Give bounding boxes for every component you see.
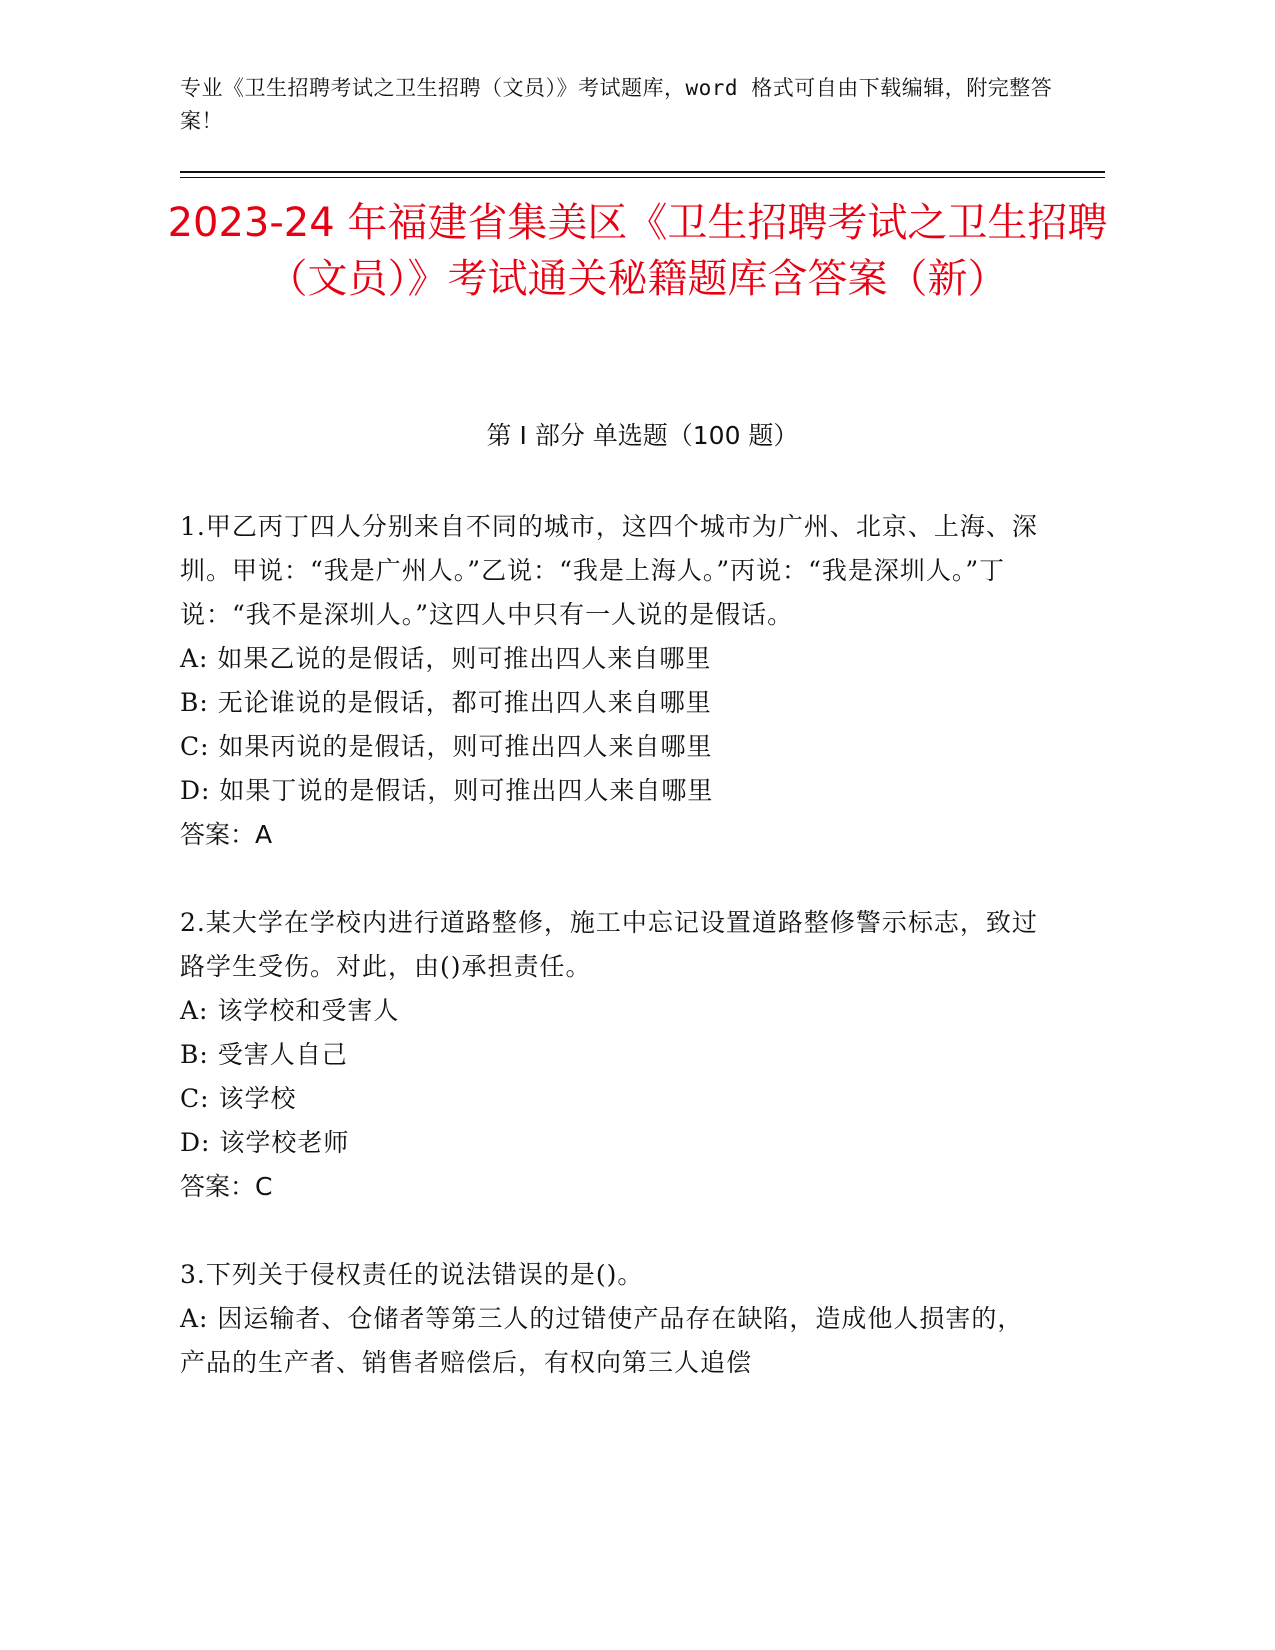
option-d: D: 如果丁说的是假话，则可推出四人来自哪里 [180,776,714,805]
question-text: 3.下列关于侵权责任的说法错误的是()。 [180,1260,644,1289]
answer-label: 答案：C [180,1172,273,1201]
header-divider-thin [180,177,1105,178]
option-a: A: 因运输者、仓储者等第三人的过错使产品存在缺陷，造成他人损害的，产品的生产者、销售者赔偿后，有权向第三人追偿 [180,1304,1024,1377]
option-b: B: 无论谁说的是假话，都可推出四人来自哪里 [180,688,712,717]
option-d: D: 该学校老师 [180,1128,350,1157]
option-c: C: 如果丙说的是假话，则可推出四人来自哪里 [180,732,713,761]
header-divider-thick [180,171,1105,173]
question-list [180,505,1040,1429]
section-title: 第 I 部分 单选题（100 题） [486,421,799,450]
question-3 [180,1253,1040,1385]
question-1 [180,505,1040,857]
question-text: 1.甲乙丙丁四人分别来自不同的城市，这四个城市为广州、北京、上海、深圳。甲说：“我是广州人。”乙说：“我是上海人。”丙说：“我是深圳人。”丁说：“我不是深圳人。”这四人中只有一人说的是假话。 [180,512,1038,629]
answer-label: 答案：A [180,820,273,849]
question-2 [180,901,1040,1209]
header-note: 专业《卫生招聘考试之卫生招聘（文员）》考试题库，word 格式可自由下载编辑，附完整答案！ [180,76,1053,133]
option-a: A: 如果乙说的是假话，则可推出四人来自哪里 [180,644,712,673]
option-c: C: 该学校 [180,1084,297,1113]
document-title: 2023-24 年福建省集美区《卫生招聘考试之卫生招聘（文员）》考试通关秘籍题库含答案（新） [167,200,1108,302]
option-b: B: 受害人自己 [180,1040,348,1069]
question-text: 2.某大学在学校内进行道路整修，施工中忘记设置道路整修警示标志，致过路学生受伤。对此，由()承担责任。 [180,908,1038,981]
option-a: A: 该学校和受害人 [180,996,400,1025]
